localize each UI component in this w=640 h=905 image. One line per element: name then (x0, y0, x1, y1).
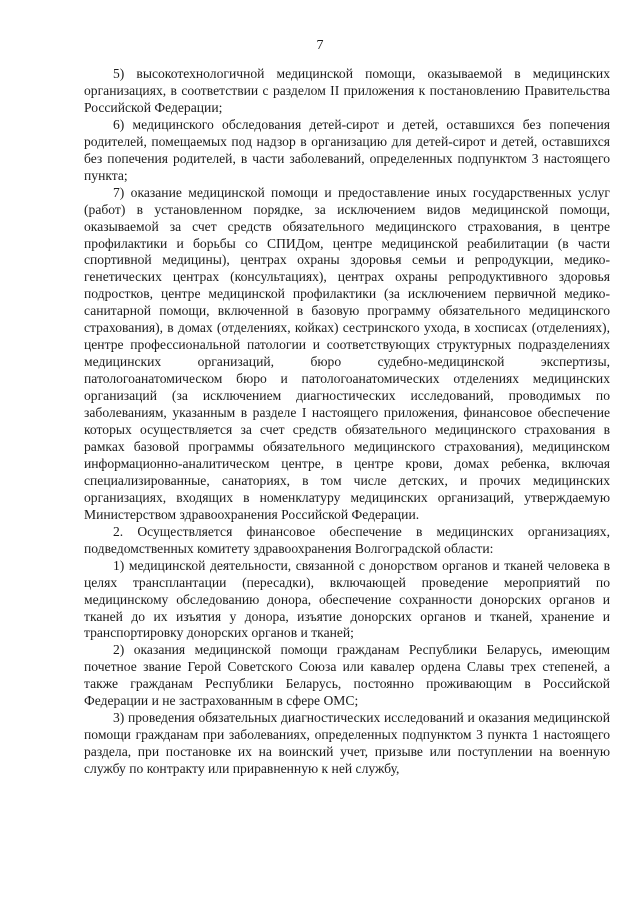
paragraph: 5) высокотехнологичной медицинской помощи, оказываемой в медицинских организациях, в соответствии с разделом II приложения к постановлению Правительства Российской Федерации; (84, 66, 610, 115)
paragraph: 7) оказание медицинской помощи и предоставление иных государственных услуг (работ) в установленном порядке, за исключением видов медицинской помощи, оказываемой за счет средств обязательного медицинского страхования, в центре профилактики и борьбы со СПИДом, центре медицинской реабилитации (в части спортивной медицины), центрах охраны здоровья семьи и репродукции, медико-генетических центрах (консультациях), центрах охраны репродуктивного здоровья подростков, центре медицинской профилактики (за исключением первичной медико-санитарной помощи, включенной в базовую программу обязательного медицинского страхования), в домах (отделениях, койках) сестринского ухода, в хосписах (отделениях), центре профессиональной патологии и соответствующих структурных подразделениях медицинских организаций, бюро судебно-медицинской экспертизы, патологоанатомическом бюро и патологоанатомических отделениях медицинских организаций (за исключением диагностических исследований, проводимых по заболеваниям, указанным в разделе I настоящего приложения, финансовое обеспечение которых осуществляется за счет средств обязательного медицинского страхования в рамках базовой программы обязательного медицинского страхования), медицинском информационно-аналитическом центре, в центре крови, домах ребенка, включая специализированные, санаториях, в том числе детских, и прочих медицинских организациях, входящих в номенклатуру медицинских организаций, утверждаемую Министерством здравоохранения Российской Федерации. (84, 184, 610, 522)
paragraph: 2) оказания медицинской помощи гражданам Республики Беларусь, имеющим почетное звание Герой Советского Союза или кавалер ордена Славы трех степеней, а также гражданам Республики Беларусь, постоянно проживающим в Российской Федерации и не застрахованным в сфере ОМС; (84, 642, 610, 709)
paragraph: 3) проведения обязательных диагностических исследований и оказания медицинской помощи гражданам при заболеваниях, определенных подпунктом 3 пункта 1 настоящего раздела, при постановке их на воинский учет, призыве или поступлении на военную службу по контракту или приравненную к ней службу, (84, 710, 610, 777)
paragraph: 6) медицинского обследования детей-сирот и детей, оставшихся без попечения родителей, помещаемых под надзор в организацию для детей-сирот и детей, оставшихся без попечения родителей, в части заболеваний, определенных подпунктом 3 настоящего пункта; (84, 116, 610, 183)
paragraph: 2. Осуществляется финансовое обеспечение в медицинских организациях, подведомственных комитету здравоохранения Волгоградской области: (84, 523, 610, 556)
paragraph: 1) медицинской деятельности, связанной с донорством органов и тканей человека в целях трансплантации (пересадки), включающей проведение мероприятий по медицинскому обследованию донора, обеспечение сохранности донорских органов и тканей до их изъятия у донора, изъятие донорских органов и тканей, хранение и транспортировку донорских органов и тканей; (84, 557, 610, 641)
document-body (84, 66, 610, 778)
page-number: 7 (316, 38, 324, 53)
